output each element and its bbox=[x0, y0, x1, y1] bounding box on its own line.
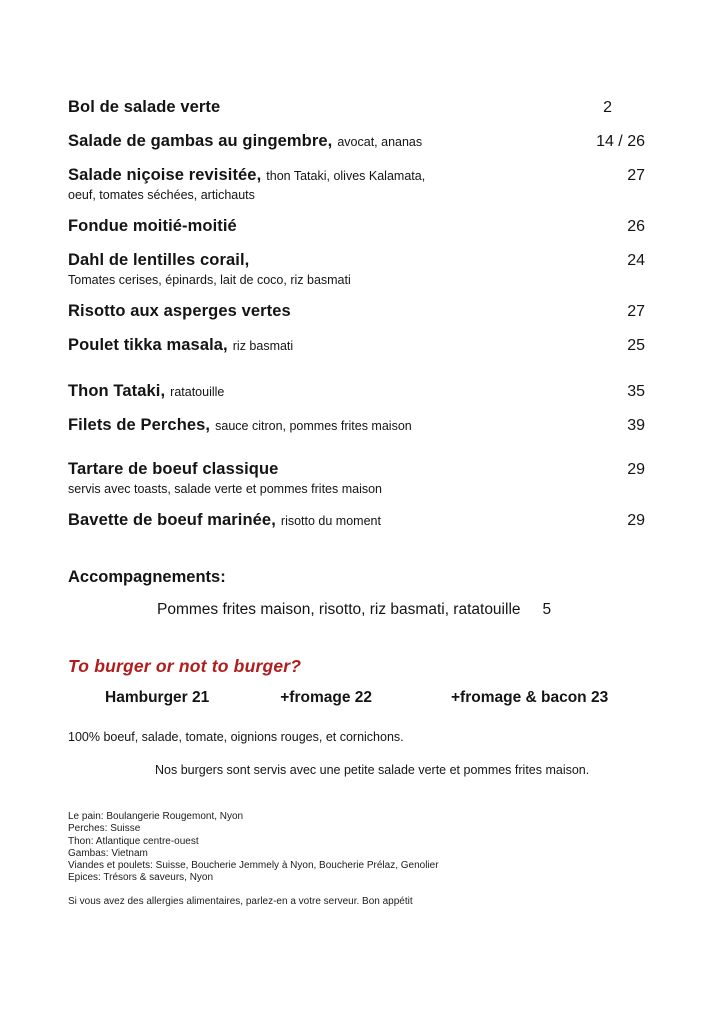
menu-item-row bbox=[68, 301, 645, 322]
sides-line bbox=[68, 600, 645, 620]
item-description: avocat, ananas bbox=[337, 135, 423, 149]
menu-item-row bbox=[68, 381, 645, 402]
burger-ingredients: 100% boeuf, salade, tomate, oignions rouges, et cornichons. bbox=[68, 730, 404, 744]
item-price: 14 / 26 bbox=[596, 133, 645, 150]
item-name: Poulet tikka masala, bbox=[68, 336, 228, 354]
item-description: ratatouille bbox=[170, 385, 225, 399]
item-name: Salade de gambas au gingembre, bbox=[68, 132, 333, 150]
item-name: Bavette de boeuf marinée, bbox=[68, 511, 276, 529]
item-name: Filets de Perches, bbox=[68, 416, 211, 434]
provenance-line: Thon: Atlantique centre-ouest bbox=[68, 835, 199, 847]
item-name: Tartare de boeuf classique bbox=[68, 460, 279, 478]
menu-item-row bbox=[68, 131, 645, 152]
provenance-line: Le pain: Boulangerie Rougemont, Nyon bbox=[68, 811, 244, 822]
item-price: 39 bbox=[627, 417, 645, 434]
burger-note: Nos burgers sont servis avec une petite salade verte et pommes frites maison. bbox=[155, 763, 590, 777]
menu-item-row bbox=[68, 415, 645, 436]
item-description: thon Tataki, olives Kalamata, bbox=[266, 169, 426, 183]
item-price: 26 bbox=[627, 218, 645, 235]
item-name: Risotto aux asperges vertes bbox=[68, 302, 291, 320]
item-price: 35 bbox=[627, 383, 645, 400]
item-description: sauce citron, pommes frites maison bbox=[215, 419, 412, 433]
item-name: Thon Tataki, bbox=[68, 382, 166, 400]
item-price: 27 bbox=[627, 167, 645, 184]
menu-item-row bbox=[68, 165, 645, 203]
item-description: risotto du moment bbox=[280, 514, 381, 528]
item-subdescription: oeuf, tomates séchées, artichauts bbox=[68, 188, 255, 202]
menu-item-row bbox=[68, 216, 645, 237]
menu-item-row bbox=[68, 250, 645, 288]
item-price: 2 bbox=[603, 99, 612, 116]
provenance-line: Epices: Trésors & saveurs, Nyon bbox=[68, 872, 214, 884]
burger-option: +fromage 22 bbox=[280, 689, 372, 706]
item-name: Fondue moitié-moitié bbox=[68, 217, 237, 235]
item-description: riz basmati bbox=[232, 339, 294, 353]
menu-item-row bbox=[68, 510, 645, 531]
item-name: Salade niçoise revisitée, bbox=[68, 166, 262, 184]
sides-price: 5 bbox=[542, 601, 552, 618]
menu-item-row bbox=[68, 335, 645, 356]
item-name: Dahl de lentilles corail, bbox=[68, 251, 250, 269]
provenance-line: Viandes et poulets: Suisse, Boucherie Jemmely à Nyon, Boucherie Prélaz, Genolier bbox=[68, 860, 439, 872]
menu-item-row bbox=[68, 459, 645, 497]
provenance-line: Perches: Suisse bbox=[68, 823, 141, 835]
provenance-block bbox=[68, 811, 645, 885]
sides-heading: Accompagnements: bbox=[68, 568, 226, 586]
item-subdescription: Tomates cerises, épinards, lait de coco, riz basmati bbox=[68, 273, 351, 287]
item-price: 27 bbox=[627, 303, 645, 320]
provenance-line: Gambas: Vietnam bbox=[68, 847, 148, 859]
burger-options bbox=[68, 688, 645, 708]
item-price: 29 bbox=[627, 512, 645, 529]
item-name: Bol de salade verte bbox=[68, 98, 221, 116]
item-price: 24 bbox=[627, 252, 645, 269]
burger-option: Hamburger 21 bbox=[105, 689, 210, 706]
item-price: 25 bbox=[627, 337, 645, 354]
menu-item-row bbox=[68, 97, 645, 118]
item-price: 29 bbox=[627, 461, 645, 478]
sides-options: Pommes frites maison, risotto, riz basmati, ratatouille bbox=[157, 601, 521, 618]
allergy-note: Si vous avez des allergies alimentaires, parlez-en a votre serveur. Bon appétit bbox=[68, 895, 413, 907]
burger-heading: To burger or not to burger? bbox=[68, 656, 302, 676]
item-subdescription: servis avec toasts, salade verte et pommes frites maison bbox=[68, 482, 383, 496]
burger-option: +fromage & bacon 23 bbox=[451, 689, 609, 706]
